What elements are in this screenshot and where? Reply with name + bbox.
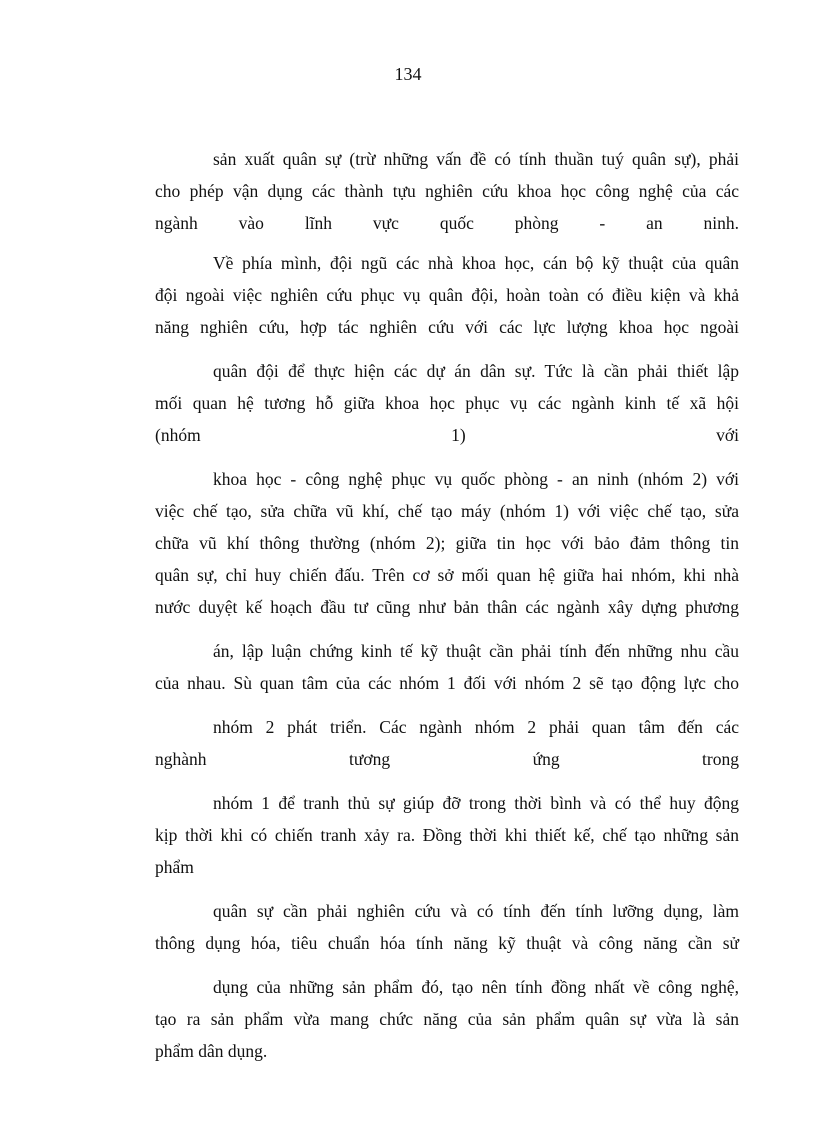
text-line: của nhau. Sù quan tâm của các nhóm 1 đối với nhóm 2 sẽ tạo động lực cho xyxy=(155,673,739,693)
text-line: quân đội để thực hiện các dự án dân sự. Tức là cần phải thiết lập xyxy=(213,361,739,381)
text-line: thông dụng hóa, tiêu chuẩn hóa tính năng kỹ thuật và công năng cần sử xyxy=(155,933,739,953)
text-line: án, lập luận chứng kinh tế kỹ thuật cần phải tính đến những nhu cầu xyxy=(213,641,739,661)
text-line: quân sự, chỉ huy chiến đấu. Trên cơ sở mối quan hệ giữa hai nhóm, khi nhà xyxy=(155,565,739,585)
text-line: kịp thời khi có chiến tranh xảy ra. Đồng thời khi thiết kế, chế tạo những sản xyxy=(155,825,739,845)
text-line: năng nghiên cứu, hợp tác nghiên cứu với các lực lượng khoa học ngoài xyxy=(155,317,739,337)
paragraph xyxy=(155,787,739,883)
text-line: dụng của những sản phẩm đó, tạo nên tính đồng nhất về công nghệ, xyxy=(213,977,739,997)
text-line: nước duyệt kế hoạch đầu tư cũng như bản thân các ngành xây dựng phương xyxy=(155,597,739,617)
text-line: nhóm 2 phát triển. Các ngành nhóm 2 phải quan tâm đến các xyxy=(213,717,739,737)
text-line: tạo ra sản phẩm vừa mang chức năng của sản phẩm quân sự vừa là sản xyxy=(155,1009,739,1029)
paragraph xyxy=(155,355,739,451)
text-line: Về phía mình, đội ngũ các nhà khoa học, cán bộ kỹ thuật của quân xyxy=(213,253,739,273)
text-line: ngành vào lĩnh vực quốc phòng - an ninh. xyxy=(155,213,739,233)
text-line: nghành tương ứng trong xyxy=(155,749,739,769)
text-line: đội ngoài việc nghiên cứu phục vụ quân đội, hoàn toàn có điều kiện và khả xyxy=(155,285,739,305)
paragraph xyxy=(155,247,739,343)
text-line: (nhóm 1) với xyxy=(155,425,739,445)
text-line: phẩm xyxy=(155,857,194,877)
text-line: cho phép vận dụng các thành tựu nghiên cứu khoa học công nghệ của các xyxy=(155,181,739,201)
text-line: chữa vũ khí thông thường (nhóm 2); giữa tin học với bảo đảm thông tin xyxy=(155,533,739,553)
text-line: phẩm dân dụng. xyxy=(155,1041,268,1061)
text-line: khoa học - công nghệ phục vụ quốc phòng - an ninh (nhóm 2) với xyxy=(213,469,739,489)
text-line: quân sự cần phải nghiên cứu và có tính đến tính lưỡng dụng, làm xyxy=(213,901,739,921)
paragraph xyxy=(155,463,739,623)
paragraph xyxy=(155,895,739,959)
paragraph xyxy=(155,143,739,239)
text-line: sản xuất quân sự (trừ những vấn đề có tính thuần tuý quân sự), phải xyxy=(213,149,739,169)
document-body xyxy=(155,143,739,1067)
text-line: nhóm 1 để tranh thủ sự giúp đỡ trong thời bình và có thể huy động xyxy=(213,793,739,813)
paragraph xyxy=(155,971,739,1067)
text-line: mối quan hệ tương hỗ giữa khoa học phục vụ các ngành kinh tế xã hội xyxy=(155,393,739,413)
paragraph xyxy=(155,711,739,775)
page-number: 134 xyxy=(394,64,422,84)
paragraph xyxy=(155,635,739,699)
text-line: việc chế tạo, sửa chữa vũ khí, chế tạo máy (nhóm 1) với việc chế tạo, sửa xyxy=(155,501,739,521)
